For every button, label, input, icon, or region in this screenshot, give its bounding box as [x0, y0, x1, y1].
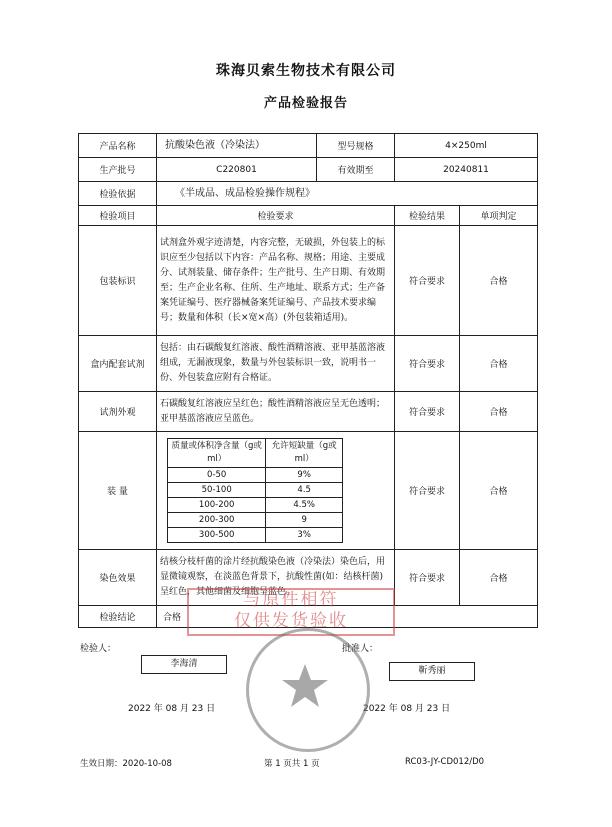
- seal-star-icon: [246, 628, 364, 746]
- row-item: 染色效果: [79, 550, 157, 606]
- table-row: [79, 226, 538, 336]
- batch-value: C220801: [157, 158, 317, 182]
- inspector-label: 检验人：: [80, 644, 117, 654]
- volume-range: 100-200: [168, 498, 266, 513]
- tolerance-value: 4.5: [266, 483, 343, 498]
- column-header-requirement: 检验要求: [157, 206, 395, 226]
- page-number: 第 1 页共 1 页: [264, 759, 320, 769]
- tolerance-value: 9: [266, 513, 343, 528]
- volume-table: [167, 438, 343, 543]
- row-result: 符合要求: [395, 392, 460, 432]
- row-verdict: 合格: [460, 226, 538, 336]
- row-verdict: 合格: [460, 392, 538, 432]
- inspection-date: 2022 年 08 月 23 日: [128, 704, 216, 714]
- row-item: 装 量: [79, 432, 157, 550]
- row-result: 符合要求: [395, 336, 460, 392]
- report-title: 产品检验报告: [263, 96, 348, 111]
- stamp-line-1: 与原件相符: [243, 590, 339, 610]
- basis-label: 检验依据: [79, 182, 157, 206]
- row-item: 试剂外观: [79, 392, 157, 432]
- product-name-label: 产品名称: [79, 134, 157, 158]
- volume-range: 0-50: [168, 468, 266, 483]
- column-header-item: 检验项目: [79, 206, 157, 226]
- model-value: 4×250ml: [395, 134, 538, 158]
- approver-label: 批准人：: [342, 644, 379, 654]
- batch-label: 生产批号: [79, 158, 157, 182]
- row-verdict: 合格: [460, 336, 538, 392]
- approver-name: 靳秀丽: [389, 662, 475, 681]
- stamp-line-2: 仅供发货验收: [234, 611, 348, 631]
- tolerance-value: 3%: [266, 528, 343, 543]
- row-item: 盒内配套试剂: [79, 336, 157, 392]
- volume-col-header: 质量或体积净含量（g或ml）: [168, 439, 266, 468]
- row-requirement: 结核分枝杆菌的涂片经抗酸染色液（冷染法）染色后，用显微镜观察，在淡蓝色背景下，抗酸性菌(如：结核杆菌)呈红色，其他细菌及细胞呈蓝色。: [157, 550, 395, 606]
- model-label: 型号规格: [317, 134, 395, 158]
- row-verdict: 合格: [460, 550, 538, 606]
- effective-date: 生效日期：2020-10-08: [80, 759, 172, 769]
- volume-range: 200-300: [168, 513, 266, 528]
- row-requirement: 石碳酸复红溶液应呈红色；酸性酒精溶液应呈无色透明；亚甲基蓝溶液应呈蓝色。: [157, 392, 395, 432]
- volume-range: 300-500: [168, 528, 266, 543]
- column-header-result: 检验结果: [395, 206, 460, 226]
- table-row: [79, 336, 538, 392]
- approval-date: 2022 年 08 月 23 日: [363, 704, 451, 714]
- volume-cell: [157, 432, 395, 550]
- basis-value: 《半成品、成品检验操作规程》: [157, 182, 538, 206]
- table-row: [79, 392, 538, 432]
- document-code: RC03-JY-CD012/D0: [405, 757, 485, 767]
- column-header-verdict: 单项判定: [460, 206, 538, 226]
- row-result: 符合要求: [395, 550, 460, 606]
- company-name: 珠海贝索生物技术有限公司: [216, 63, 396, 79]
- tolerance-value: 4.5%: [266, 498, 343, 513]
- conclusion-value: 合格: [157, 606, 538, 628]
- inspection-table: [78, 133, 538, 628]
- tolerance-col-header: 允许短缺量（g或ml）: [266, 439, 343, 468]
- expiry-value: 20240811: [395, 158, 538, 182]
- table-row: [79, 432, 538, 550]
- row-result: 符合要求: [395, 432, 460, 550]
- expiry-label: 有效期至: [317, 158, 395, 182]
- row-requirement: 包括：由石碳酸复红溶液、酸性酒精溶液、亚甲基蓝溶液组成，无漏液现象，数量与外包装标识一致，说明书一份、外包装盒应附有合格证。: [157, 336, 395, 392]
- row-requirement: 试剂盒外观字迹清楚，内容完整，无破损，外包装上的标识应至少包括以下内容：产品名称、规格；用途、主要成分、试剂装量、储存条件；生产批号、生产日期、有效期至；生产企业名称、住所、生产地址、联系方式；生产备案凭证编号、医疗器械备案凭证编号、产品技术要求编号；数量和体积（长×宽×高）(外包装箱适用)。: [157, 226, 395, 336]
- official-seal: [246, 628, 370, 752]
- row-result: 符合要求: [395, 226, 460, 336]
- row-verdict: 合格: [460, 432, 538, 550]
- inspector-name: 李海清: [141, 655, 227, 674]
- row-item: 包装标识: [79, 226, 157, 336]
- product-name-value: 抗酸染色液（冷染法）: [157, 134, 317, 158]
- conclusion-label: 检验结论: [79, 606, 157, 628]
- tolerance-value: 9%: [266, 468, 343, 483]
- volume-range: 50-100: [168, 483, 266, 498]
